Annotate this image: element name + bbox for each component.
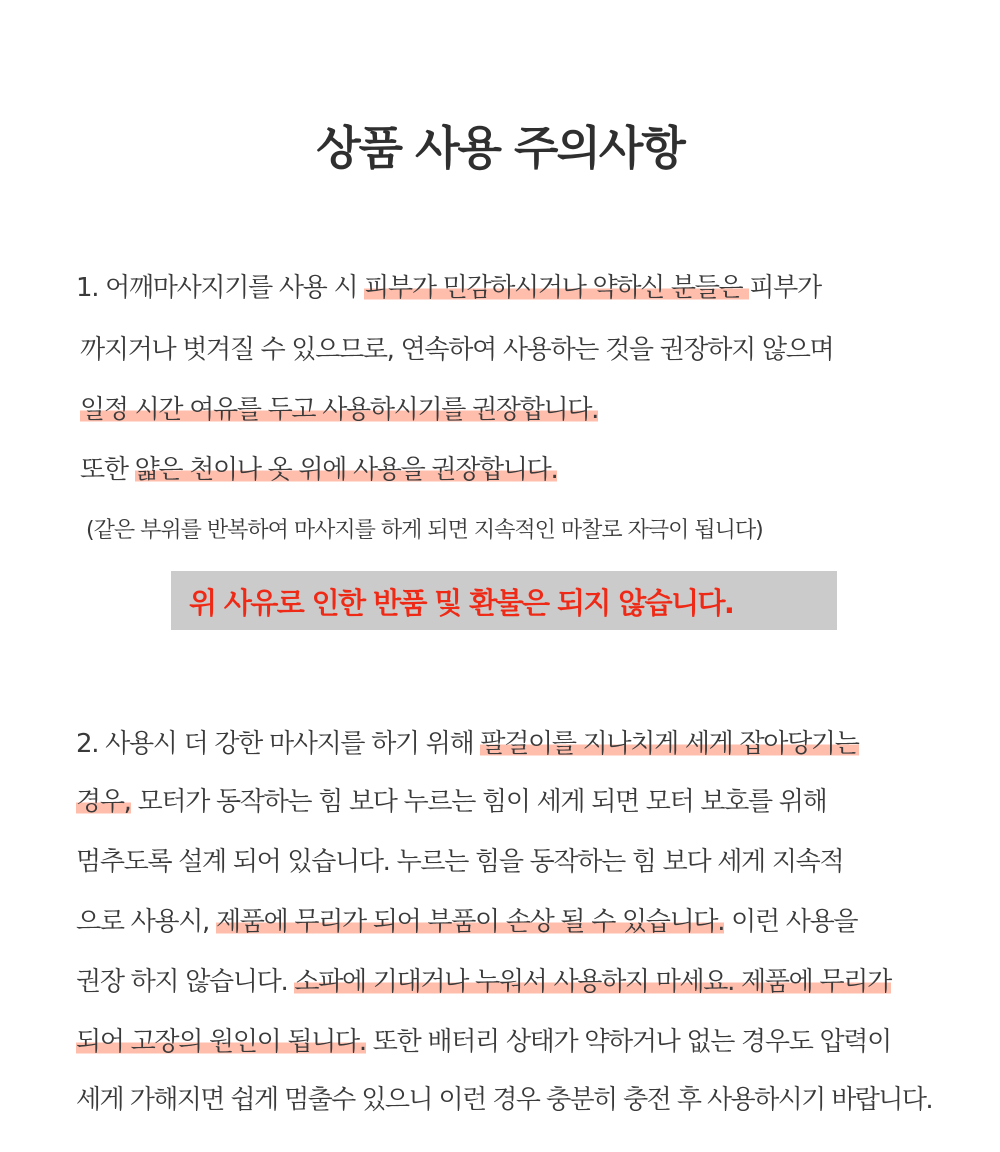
section2-line-2	[76, 785, 826, 819]
page-title: 상품 사용 주의사항	[316, 121, 684, 175]
text-span: 멈추도록 설계 되어 있습니다. 누르는 힘을 동작하는 힘 보다 세게 지속적	[76, 847, 844, 877]
highlighted-text: 얇은 천이나 옷 위에 사용을 권장합니다.	[134, 455, 558, 485]
text-span: 또한 배터리 상태가 약하거나 없는 경우도 압력이	[365, 1027, 891, 1057]
text-span: 까지거나 벗겨질 수 있으므로, 연속하여 사용하는 것을 권장하지 않으며	[80, 335, 834, 365]
highlighted-text: 일정 시간 여유를 두고 사용하시기를 권장합니다.	[80, 395, 599, 425]
text-span: 권장 하지 않습니다.	[76, 967, 295, 997]
text-span: 세게 가해지면 쉽게 멈출수 있으니 이런 경우 충분히 충전 후 사용하시기 바랍니다.	[76, 1085, 933, 1115]
text-span: 이런 사용을	[724, 907, 858, 937]
section1-line-3	[80, 393, 598, 427]
text-span: 또한	[80, 455, 135, 485]
highlighted-text: 경우,	[76, 787, 131, 817]
text-span: 2. 사용시 더 강한 마사지를 하기 위해	[76, 729, 481, 759]
section1-line-1	[76, 271, 821, 305]
notice-banner	[171, 571, 837, 630]
text-span: 모터가 동작하는 힘 보다 누르는 힘이 세게 되면 모터 보호를 위해	[130, 787, 827, 817]
highlighted-text: 제품에 무리가 되어 부품이 손상 될 수 있습니다.	[215, 907, 725, 937]
highlighted-text: 되어 고장의 원인이 됩니다.	[76, 1027, 366, 1057]
highlighted-text: 팔걸이를 지나치게 세게 잡아당기는	[480, 729, 859, 759]
text-span: 1. 어깨마사지기를 사용 시	[76, 273, 365, 303]
section2-line-5	[76, 965, 891, 999]
highlighted-text: 소파에 기대거나 누워서 사용하지 마세요. 제품에 무리가	[294, 967, 891, 997]
section2-line-4	[76, 905, 857, 939]
section1-line-2	[80, 333, 833, 367]
section1-line-4	[80, 453, 557, 487]
section1-note	[86, 514, 763, 548]
section2-line-6	[76, 1025, 891, 1059]
text-span: 피부가	[749, 273, 821, 303]
section2-line-7	[76, 1083, 932, 1117]
text-span: 으로 사용시,	[76, 907, 216, 937]
text-span: (같은 부위를 반복하여 마사지를 하게 되면 지속적인 마찰로 자극이 됩니다)	[86, 518, 763, 543]
notice-text: 위 사유로 인한 반품 및 환불은 되지 않습니다.	[189, 586, 734, 620]
section2-line-3	[76, 845, 843, 879]
section2-line-1	[76, 727, 859, 761]
highlighted-text: 피부가 민감하시거나 약하신 분들은	[364, 273, 750, 303]
